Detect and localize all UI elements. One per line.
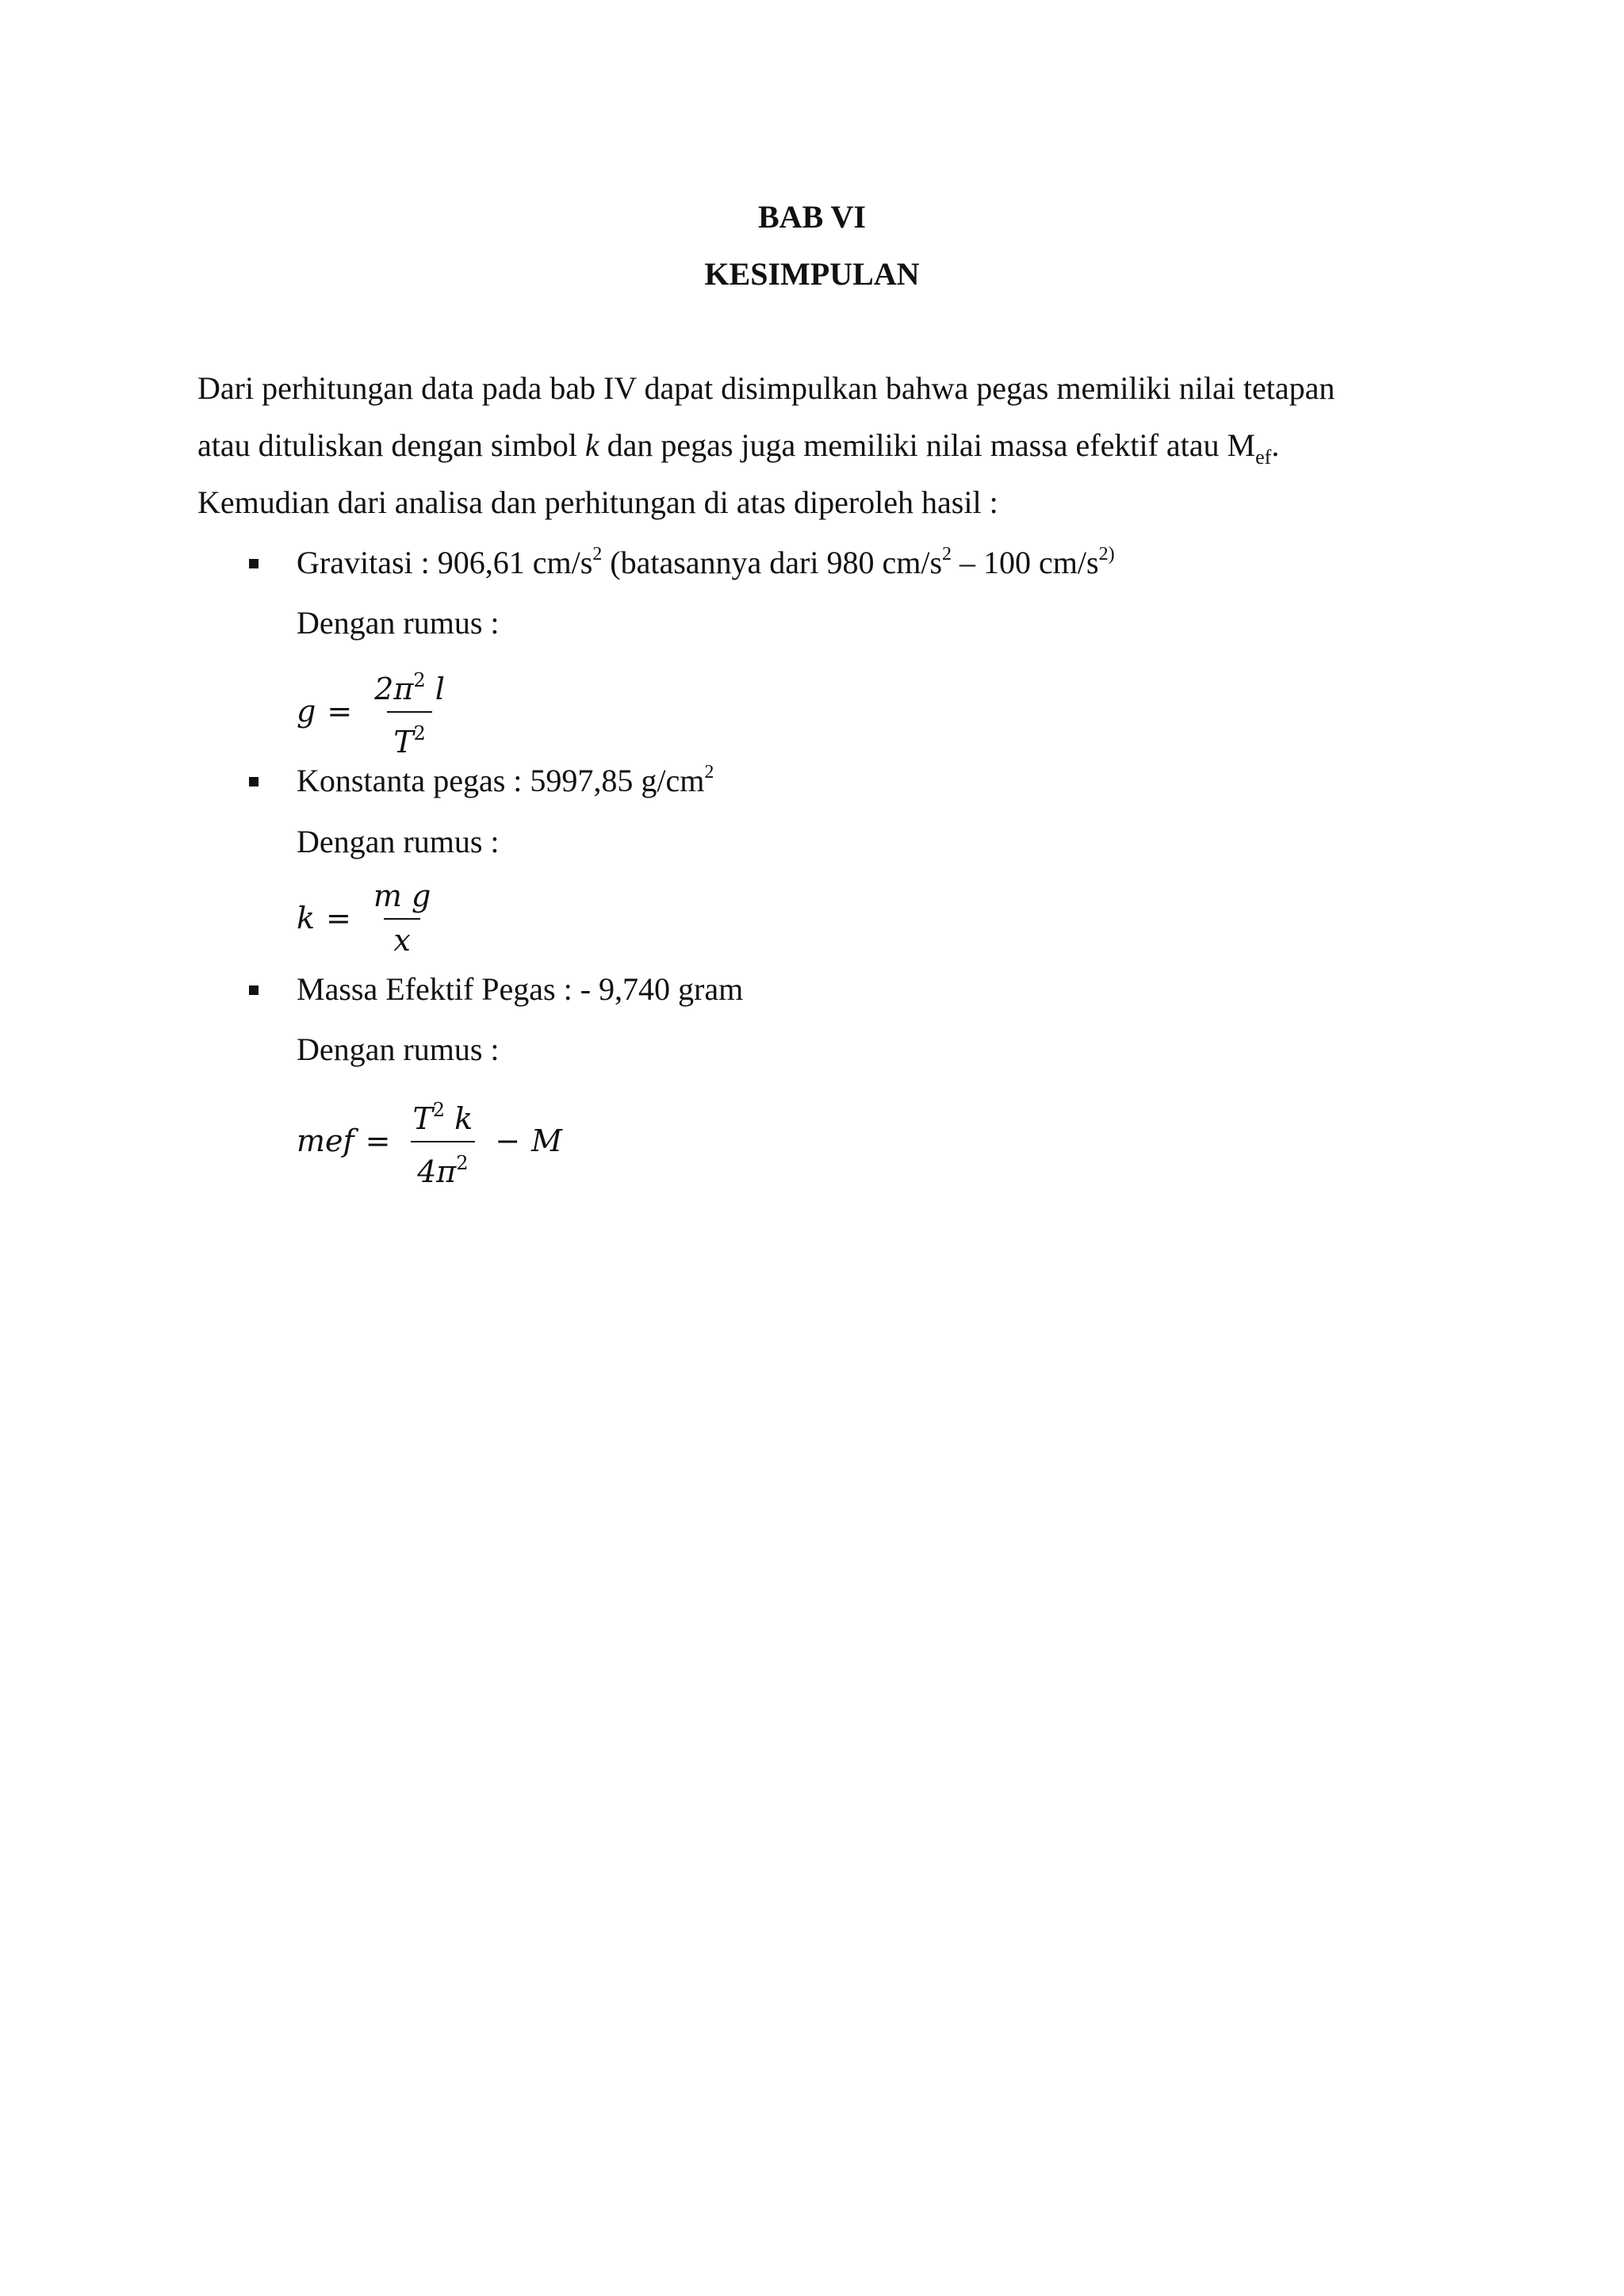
formula-label-konstanta: Dengan rumus :: [297, 824, 500, 859]
bullet-square-icon: [249, 777, 259, 786]
formula-massa-efektif: mef = $\frac{T^2 k}{4\pi^2}$ − M: [297, 1099, 562, 1189]
intro-line-1: Dari perhitungan data pada bab IV dapat disimpulkan bahwa pegas memiliki nilai tetapan: [197, 370, 1335, 406]
formula-label-gravitasi: Dengan rumus :: [297, 605, 500, 641]
formula-label-massa-efektif: Dengan rumus :: [297, 1031, 500, 1067]
chapter-title: KESIMPULAN: [704, 256, 920, 292]
formula-gravitasi: g = $\frac{2\pi^2 l}{T^2}$: [297, 669, 445, 760]
result-massa-efektif: Massa Efektif Pegas : - 9,740 gram: [297, 971, 744, 1007]
bullet-square-icon: [249, 985, 259, 995]
k-symbol: k: [584, 427, 599, 463]
bullet-square-icon: [249, 559, 259, 568]
result-gravitasi: Gravitasi : 906,61 $cm/s^2$ (batasannya dari 980 $cm/s^2 - 100$ $cm/s^{2)}$: [297, 544, 1115, 580]
result-konstanta: Konstanta pegas : 5997,85 $g/cm^2$: [297, 762, 714, 798]
intro-line-3: Kemudian dari analisa dan perhitungan di atas diperoleh hasil :: [197, 484, 998, 520]
formula-konstanta: k = $\frac{\text{m g}}{x}$: [297, 878, 431, 958]
intro-line-2: atau dituliskan dengan simbol k dan pegas juga memiliki nilai massa efektif atau $M_{ef}$.: [197, 427, 1280, 469]
chapter-heading: BAB VI: [758, 199, 866, 235]
